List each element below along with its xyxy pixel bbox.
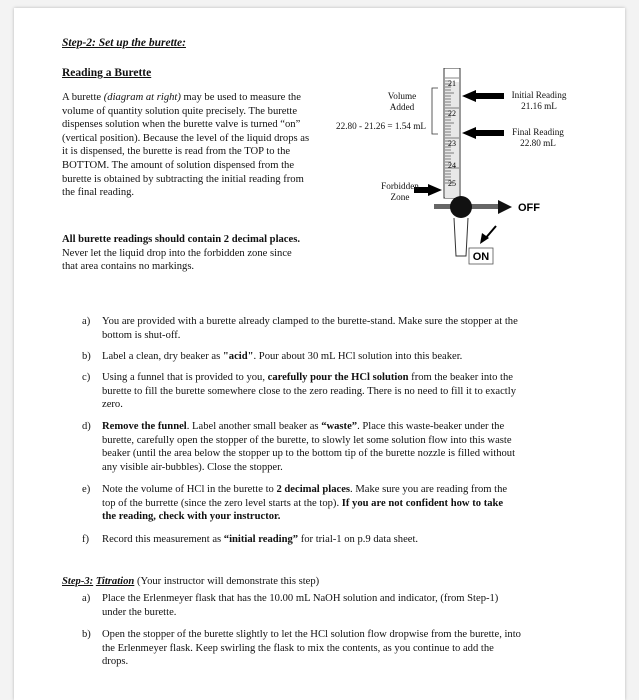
list-item-line: burette, carefully open the stopper of the burette, to slowly let some solution flow into this waste xyxy=(102,434,512,446)
list-item-line: under the burette. xyxy=(102,606,177,618)
step3-heading-note: (Your instructor will demonstrate this step) xyxy=(134,576,320,587)
document-page xyxy=(14,8,625,700)
tick-label-23: 23 xyxy=(448,139,456,148)
list-marker: e) xyxy=(82,484,91,495)
initial-reading-value: 21.16 mL xyxy=(521,101,557,111)
step3-heading xyxy=(62,575,319,589)
list-item-text xyxy=(102,533,418,547)
list-marker: a) xyxy=(82,316,91,327)
list-item-line: burette to fill the burette somewhere close to the zero reading. There is no need to fill it to exactly xyxy=(102,385,516,397)
step3-heading-title: Titration xyxy=(95,576,135,587)
forbidden-zone-note: Never let the liquid drop into the forbidden zone since that area contains no markings. xyxy=(62,247,292,273)
on-label: ON xyxy=(472,251,490,263)
para1-text-rest: may be used to measure the volume of quantity solution quite precisely. The burette dispenses solution when the burette valve is turned “on” (vertical position). Because the level of the liquid drops as it is dispensed, the burette is read from the TOP to the BOTTOM. The amount of solution dispensed from the burette is obtained by subtracting the initial reading from the final reading. xyxy=(62,92,310,199)
list-item-line: drops. xyxy=(102,656,129,668)
list-item-line: You are provided with a burette already clamped to the burette-stand. Make sure the stopper at the xyxy=(102,316,518,327)
para1-italic: (diagram at right) xyxy=(103,92,181,103)
tick-label-21: 21 xyxy=(448,79,456,88)
list-item-line: zero. xyxy=(102,399,123,411)
final-reading-label: Final Reading xyxy=(512,127,564,137)
reading-burette-subheading: Reading a Burette xyxy=(62,67,152,79)
volume-bracket xyxy=(432,88,438,134)
list-item-line: Label a clean, dry beaker as "acid". Pour about 30 mL HCl solution into this beaker. xyxy=(102,351,463,362)
volume-added-line2: Added xyxy=(389,102,415,112)
decimal-places-paragraph xyxy=(62,233,302,274)
off-arrow xyxy=(498,200,512,214)
volume-calculation: 22.80 - 21.26 = 1.54 mL xyxy=(336,121,426,131)
list-item-text xyxy=(102,420,515,474)
burette-nozzle xyxy=(454,218,468,256)
step2-heading: Step-2: Set up the burette: xyxy=(62,37,186,49)
list-item-text xyxy=(102,483,507,524)
forbidden-zone-line1: Forbidden xyxy=(381,181,419,191)
tick-label-25: 25 xyxy=(448,179,456,188)
list-item-line: Note the volume of HCl in the burette to 2 decimal places. Make sure you are reading from the xyxy=(102,484,508,495)
tick-label-24: 24 xyxy=(448,161,456,170)
list-marker: f) xyxy=(82,534,90,545)
para1-text-start: A burette xyxy=(62,92,104,103)
list-item-line: the reading, check with your instructor. xyxy=(102,511,281,523)
initial-reading-label: Initial Reading xyxy=(511,90,567,100)
list-item-line: bottom is shut-off. xyxy=(102,329,181,341)
burette-paragraph xyxy=(62,91,314,200)
list-item-line: Place the Erlenmeyer flask that has the 10.00 mL NaOH solution and indicator, (from Step-1) xyxy=(102,593,499,604)
decimal-places-bold: All burette readings should contain 2 decimal places. xyxy=(62,234,300,245)
forbidden-zone-line2: Zone xyxy=(390,192,410,202)
list-item-line: any visible air-bubbles). Close the stopper. xyxy=(102,461,283,473)
volume-added-line1: Volume xyxy=(387,91,417,101)
list-item-line: Record this measurement as “initial reading” for trial-1 on p.9 data sheet. xyxy=(102,534,419,545)
list-marker: a) xyxy=(82,593,91,604)
list-item-line: Remove the funnel. Label another small beaker as “waste”. Place this waste-beaker under the xyxy=(102,421,505,432)
list-marker: b) xyxy=(82,629,91,640)
list-marker: b) xyxy=(82,351,91,362)
initial-reading-arrow xyxy=(462,90,504,102)
final-reading-arrow xyxy=(462,127,504,139)
list-item-line: beaker (until the area below the stopper up to the bottom tip of the burette nozzle is filled without xyxy=(102,448,516,460)
stopcock-valve xyxy=(450,196,472,218)
tick-label-22: 22 xyxy=(448,109,456,118)
step3-heading-label: Step-3: xyxy=(62,576,94,587)
burette-diagram xyxy=(314,68,604,278)
list-item-text xyxy=(102,350,462,364)
list-marker: d) xyxy=(82,421,91,432)
list-item-line: Using a funnel that is provided to you, carefully pour the HCl solution from the beaker into the xyxy=(102,372,513,383)
list-item-text xyxy=(102,371,516,412)
list-marker: c) xyxy=(82,372,91,383)
final-reading-value: 22.80 mL xyxy=(520,138,556,148)
list-item-line: the Erlenmeyer flask. Keep swirling the flask to mix the contents, as you continue to add the xyxy=(102,642,494,654)
list-item-line: Open the stopper of the burette slightly to let the HCl solution flow dropwise from the burette, into xyxy=(102,629,521,640)
off-label: OFF xyxy=(518,202,540,214)
list-item-line: top of the burrette (since the zero level starts at the top). If you are not confident how to take xyxy=(102,497,504,509)
